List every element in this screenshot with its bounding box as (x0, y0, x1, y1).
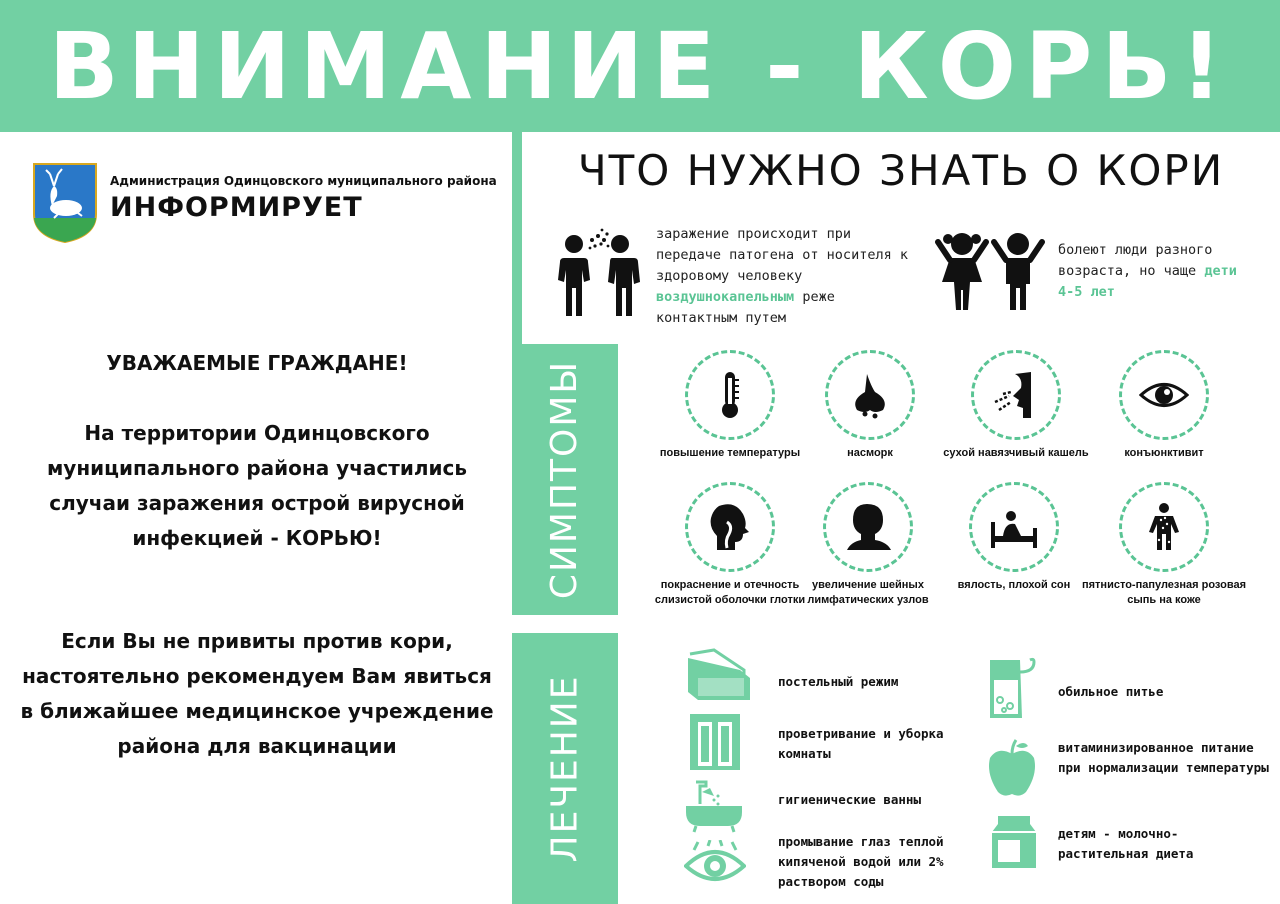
drink-icon (986, 656, 1038, 720)
treatment-ventilation: проветривание и уборка комнаты (778, 726, 944, 761)
treatment-drink: обильное питье (1058, 684, 1164, 699)
symptom-conjunctivitis: конъюнктивит (1076, 350, 1252, 461)
neck-icon (843, 502, 893, 552)
symptom-runny-nose: насморк (782, 350, 958, 461)
section-gap (512, 615, 618, 633)
symptom-lethargy: вялость, плохой сон (926, 482, 1102, 593)
symptom-rash: пятнисто-папулезная розовая сыпь на коже (1076, 482, 1252, 608)
transmission-info: заражение происходит при передаче патогена от носителя к здоровому человеку воздушнокапельным реже контактным путем (656, 226, 908, 326)
treatment-bed-rest: постельный режим (778, 674, 899, 689)
symptom-dry-cough: сухой навязчивый кашель (928, 350, 1104, 461)
bed-icon (684, 648, 754, 704)
age-info: болеют люди разного возраста, но чаще дети 4-5 лет (1058, 242, 1237, 300)
vaccination-call: Если Вы не привиты против кори, настоятельно рекомендуем Вам явиться в ближайшее медицинское учреждение района для вакцинации (20, 629, 494, 758)
rash-body-icon (1139, 502, 1189, 552)
treatment-section-label: ЛЕЧЕНИЕ (544, 674, 586, 863)
informs-heading: ИНФОРМИРУЕТ (110, 192, 363, 223)
milk-carton-icon (990, 814, 1038, 870)
symptom-lymph-nodes: увеличение шейных лимфатических узлов (780, 482, 956, 608)
treatment-baths: гигиенические ванны (778, 792, 921, 807)
greeting: УВАЖАЕМЫЕ ГРАЖДАНЕ! (106, 351, 408, 375)
symptom-fever: повышение температуры (642, 350, 818, 461)
symptom-throat: покраснение и отечность слизистой оболочки глотки (642, 482, 818, 608)
eye-icon (1139, 370, 1189, 420)
treatment-diet: детям - молочно-растительная диета (1058, 826, 1194, 861)
throat-icon (705, 502, 755, 552)
coat-of-arms-icon (32, 162, 98, 244)
eye-wash-icon (684, 840, 746, 888)
children-icon (934, 230, 1046, 312)
header-banner (0, 0, 1280, 132)
symptoms-section-label: СИМПТОМЫ (544, 359, 586, 600)
cough-icon (991, 370, 1041, 420)
banner-title: ВНИМАНИЕ - КОРЬ! (48, 13, 1232, 120)
sneeze-people-icon (550, 226, 644, 318)
admin-name: Администрация Одинцовского муниципального района (110, 174, 497, 188)
bed-person-icon (989, 502, 1039, 552)
nose-icon (845, 370, 895, 420)
right-title: ЧТО НУЖНО ЗНАТЬ О КОРИ (577, 146, 1225, 195)
window-icon (688, 712, 742, 772)
treatment-vitamins: витаминизированное питание при нормализации температуры (1058, 740, 1269, 775)
bathtub-icon (684, 778, 744, 834)
treatment-eye-rinse: промывание глаз теплой кипяченой водой или 2% раствором соды (778, 834, 944, 889)
apple-icon (986, 738, 1038, 798)
divider-vertical (512, 132, 522, 344)
thermometer-icon (705, 370, 755, 420)
intro-paragraph: На территории Одинцовского муниципального района участились случаи заражения острой вирусной инфекцией - КОРЬЮ! (46, 421, 468, 550)
